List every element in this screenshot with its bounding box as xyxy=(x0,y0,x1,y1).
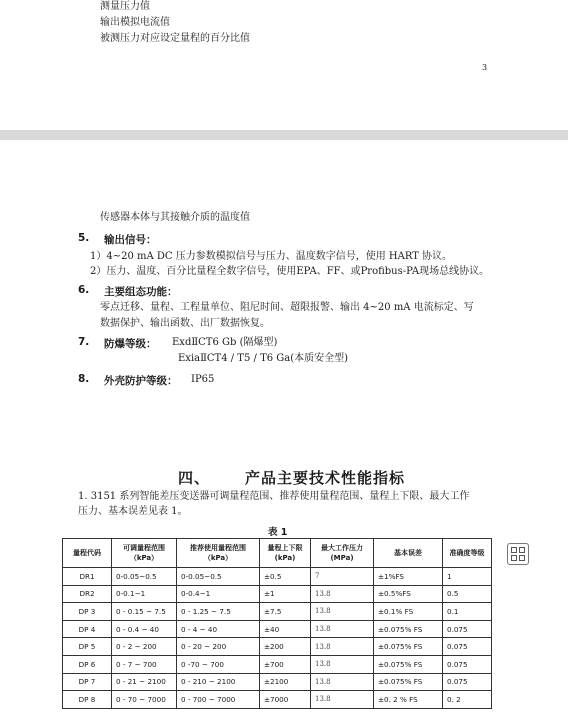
section-heading: 防爆等级： xyxy=(104,338,157,350)
table-row xyxy=(63,603,492,621)
table-cell: 0.075 xyxy=(443,655,492,673)
table-cell: 0 - 7 ~ 700 xyxy=(112,655,177,673)
section-heading: 外壳防护等级： xyxy=(104,375,178,387)
table-cell: ±0.075% FS xyxy=(374,673,443,691)
header-text: 推荐使用量程范围 （kPa） xyxy=(190,544,246,562)
table-cell: ±0.075% FS xyxy=(374,638,443,656)
table-row xyxy=(63,620,492,638)
table-cell: ±1%FS xyxy=(374,568,443,586)
text-line: 零点迁移、量程、工程量单位、阻尼时间、超限报警、输出 4~20 mA 电流标定、写 xyxy=(100,302,474,313)
table-cell: 13.8 xyxy=(311,585,374,603)
table-cell: 7 xyxy=(311,568,374,586)
table-cell: 0. 2 xyxy=(443,691,492,709)
table-cell: ±7.5 xyxy=(260,603,311,621)
table-row xyxy=(63,655,492,673)
table-cell: 0 - 1.25 ~ 7.5 xyxy=(177,603,260,621)
table-cell: 0-0.05~0.5 xyxy=(177,568,260,586)
table-cell: 0 - 2 ~ 200 xyxy=(112,638,177,656)
table-cell: ±200 xyxy=(260,638,311,656)
col-header xyxy=(177,539,260,568)
icon-part xyxy=(511,555,517,561)
icon-part xyxy=(519,547,525,553)
header-text: 可调量程范围 （kPa） xyxy=(123,544,165,562)
page-3 xyxy=(0,0,568,130)
text-line: IP65 xyxy=(191,374,215,385)
table-cell: 0 - 21 ~ 2100 xyxy=(112,673,177,691)
table-caption: 表 1 xyxy=(268,527,288,538)
section-number: 7. xyxy=(78,336,90,348)
table-cell: 13.8 xyxy=(311,603,374,621)
col-header xyxy=(112,539,177,568)
col-header xyxy=(311,539,374,568)
table-cell: ±0.5 xyxy=(260,568,311,586)
table-cell: 0 -70 ~ 700 xyxy=(177,655,260,673)
table-cell: ±700 xyxy=(260,655,311,673)
text-line: 压力、基本误差见表 1。 xyxy=(78,506,188,517)
table-cell: ±0.075% FS xyxy=(374,620,443,638)
table-row xyxy=(63,568,492,586)
table-cell: DP 8 xyxy=(63,691,112,709)
table-header-row xyxy=(63,539,492,568)
section-number: 8. xyxy=(78,373,90,385)
table-cell: 0 - 0.15 ~ 7.5 xyxy=(112,603,177,621)
table-row xyxy=(63,673,492,691)
section-heading: 输出信号： xyxy=(104,234,157,246)
table-row xyxy=(63,585,492,603)
table-cell: DP 4 xyxy=(63,620,112,638)
col-header xyxy=(443,539,492,568)
section-number: 6. xyxy=(78,284,90,296)
icon-part xyxy=(511,547,517,553)
page-4 xyxy=(0,140,568,727)
text-line: 测量压力值 xyxy=(100,1,150,12)
table-cell: 13.8 xyxy=(311,673,374,691)
table-cell: ±0. 2 % FS xyxy=(374,691,443,709)
table-cell: 13.8 xyxy=(311,655,374,673)
text-line: 传感器本体与其接触介质的温度值 xyxy=(100,212,250,223)
table-cell: 0 - 210 ~ 2100 xyxy=(177,673,260,691)
table-cell: 0 - 70 ~ 7000 xyxy=(112,691,177,709)
header-text: 基本误差 xyxy=(394,549,422,557)
page-separator xyxy=(0,130,568,140)
table-cell: DP 7 xyxy=(63,673,112,691)
section-heading: 主要组态功能： xyxy=(104,286,178,298)
table-cell: 13.8 xyxy=(311,620,374,638)
table-cell: ±7000 xyxy=(260,691,311,709)
table-cell: ±0.1% FS xyxy=(374,603,443,621)
table-cell: ±40 xyxy=(260,620,311,638)
col-header xyxy=(260,539,311,568)
text-line: 2）压力、温度、百分比量程全数字信号，使用EPA、FF、或Profibus-PA现场总线协议。 xyxy=(90,266,490,277)
table-cell: DP 3 xyxy=(63,603,112,621)
table-cell: 0 - 20 ~ 200 xyxy=(177,638,260,656)
table-cell: DR2 xyxy=(63,585,112,603)
table-cell: 0.075 xyxy=(443,620,492,638)
table-row xyxy=(63,691,492,709)
col-header xyxy=(63,539,112,568)
text-line: 输出模拟电流值 xyxy=(100,17,170,28)
table-cell: DP 6 xyxy=(63,655,112,673)
table-tool-icon[interactable] xyxy=(507,543,529,565)
header-text: 最大工作压力 (MPa) xyxy=(321,544,363,562)
text-line: 数据保护、输出函数、出厂数据恢复。 xyxy=(100,318,270,329)
table-cell: 0 - 0.4 ~ 40 xyxy=(112,620,177,638)
table-cell: ±2100 xyxy=(260,673,311,691)
table-cell: 13.8 xyxy=(311,691,374,709)
chapter-title: 产品主要技术性能指标 xyxy=(245,469,406,487)
table-cell: 13.8 xyxy=(311,638,374,656)
table-cell: DP 5 xyxy=(63,638,112,656)
table-row xyxy=(63,638,492,656)
table-cell: ±1 xyxy=(260,585,311,603)
spec-table xyxy=(62,538,492,709)
table-cell: 0 - 700 ~ 7000 xyxy=(177,691,260,709)
text-line: 1. 3151 系列智能差压变送器可调量程范围、推荐使用量程范围、量程上下限、最大工作 xyxy=(78,491,470,502)
table-cell: 0-0.4~1 xyxy=(177,585,260,603)
table-cell: 0.5 xyxy=(443,585,492,603)
table-cell: ±0.075% FS xyxy=(374,655,443,673)
table-cell: DR1 xyxy=(63,568,112,586)
text-line: ExdⅡCT6 Gb (隔爆型) xyxy=(172,337,278,348)
header-text: 量程代码 xyxy=(73,549,101,557)
table-cell: 0 - 4 ~ 40 xyxy=(177,620,260,638)
section-number: 5. xyxy=(78,232,90,244)
table-cell: 0.075 xyxy=(443,673,492,691)
header-text: 准确度等级 xyxy=(449,549,485,557)
text-line: ExiaⅡCT4 / T5 / T6 Ga(本质安全型) xyxy=(178,353,349,364)
page-number: 3 xyxy=(482,63,488,72)
table-cell: ±0.5%FS xyxy=(374,585,443,603)
table-cell: 0.075 xyxy=(443,638,492,656)
table-cell: 1 xyxy=(443,568,492,586)
col-header xyxy=(374,539,443,568)
table-cell: 0-0.05~0.5 xyxy=(112,568,177,586)
chapter-number: 四、 xyxy=(178,469,211,487)
table-cell: 0.1 xyxy=(443,603,492,621)
icon-part xyxy=(519,555,525,561)
header-text: 量程上下限 (kPa) xyxy=(267,544,303,562)
table-cell: 0-0.1~1 xyxy=(112,585,177,603)
text-line: 1）4~20 mA DC 压力参数模拟信号与压力、温度数字信号，使用 HART 协议。 xyxy=(90,251,453,262)
text-line: 被测压力对应设定量程的百分比值 xyxy=(100,33,250,44)
